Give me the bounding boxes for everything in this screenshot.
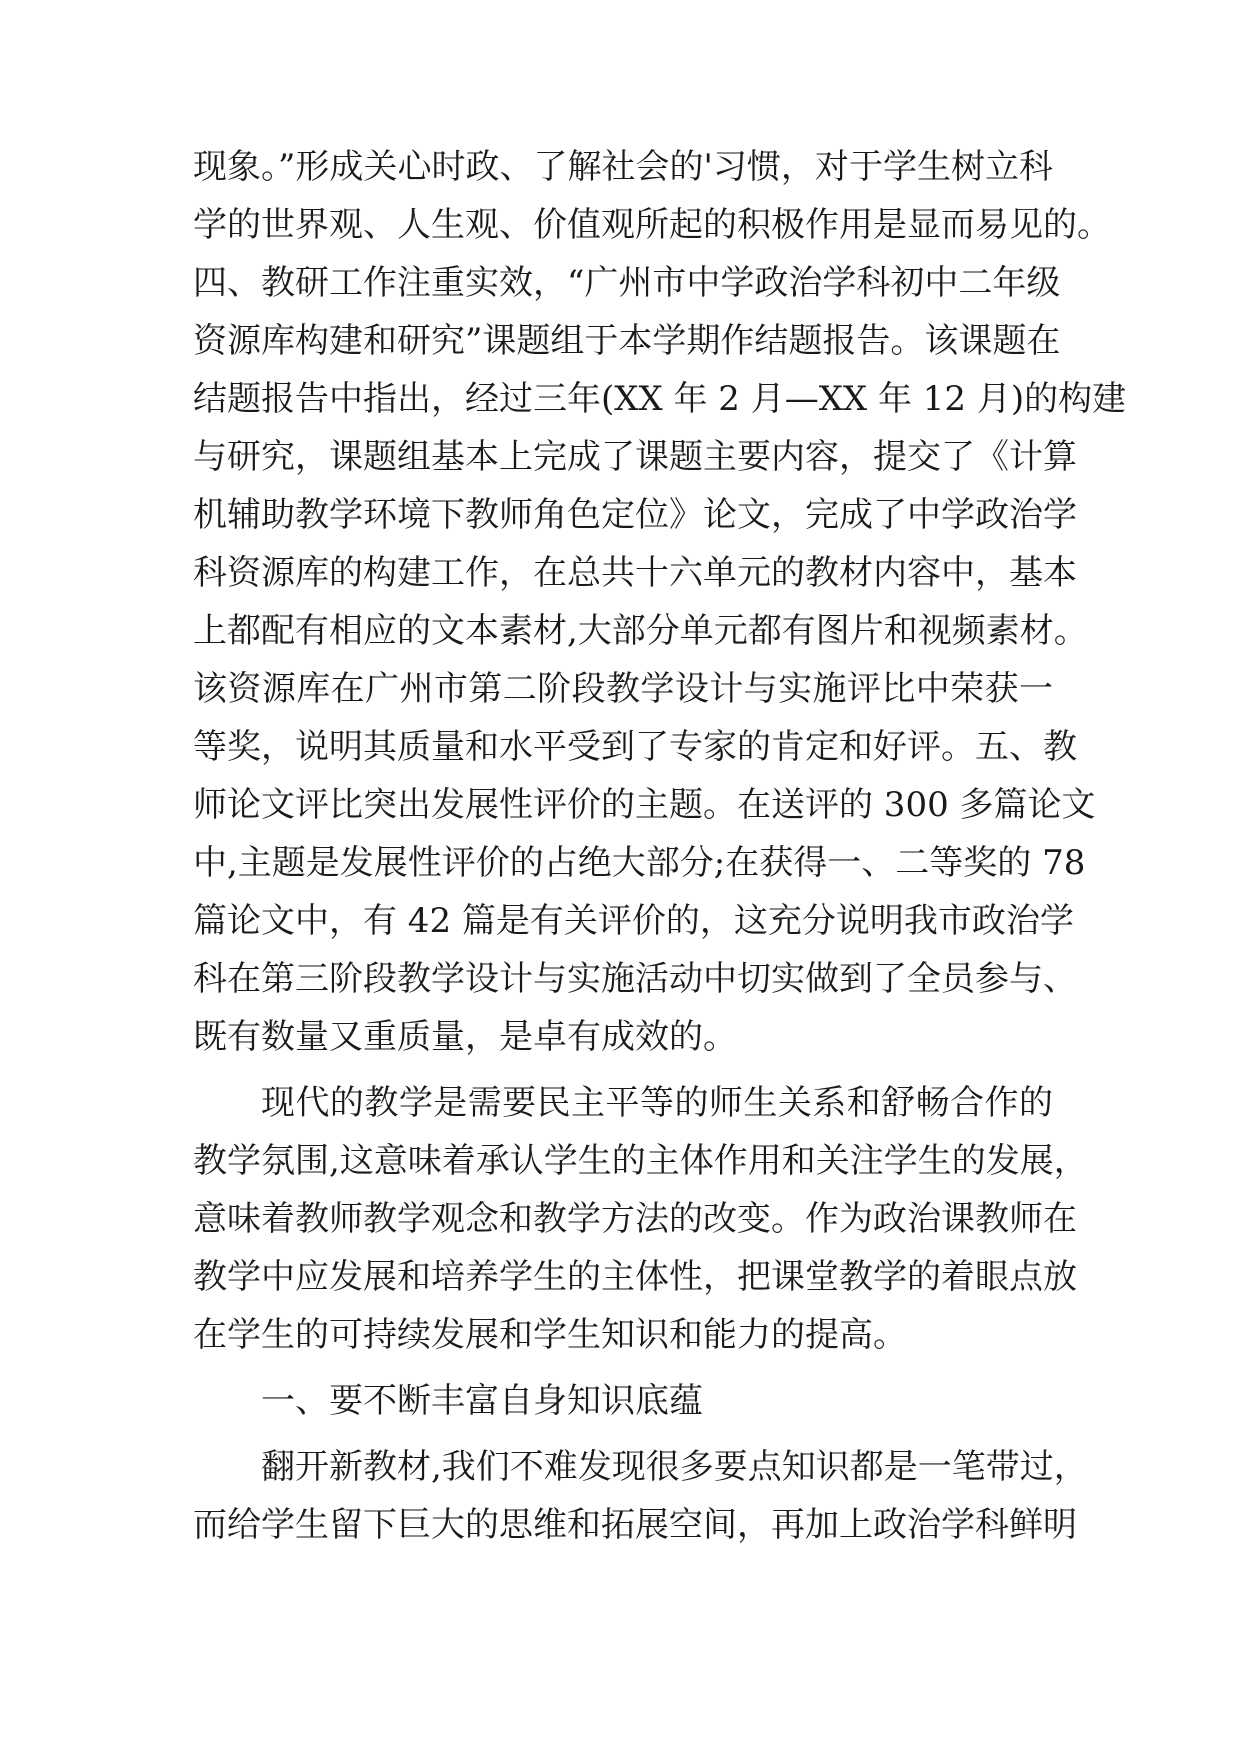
section-heading [193,1372,1053,1430]
text-line: 与研究，课题组基本上完成了课题主要内容，提交了《计算 [193,437,1077,477]
text-line: 学的世界观、人生观、价值观所起的积极作用是显而易见的。 [193,205,1111,245]
text-line: 该资源库在广州市第二阶段教学设计与实施评比中荣获一 [193,669,1053,709]
text-line: 教学中应发展和培养学生的主体性，把课堂教学的着眼点放 [193,1257,1077,1297]
text-line: 现象。”形成关心时政、了解社会的'习惯，对于学生树立科 [193,147,1053,187]
text-line: 科资源库的构建工作，在总共十六单元的教材内容中，基本 [193,553,1077,593]
text-line: 上都配有相应的文本素材,大部分单元都有图片和视频素材。 [193,611,1088,651]
text-line: 师论文评比突出发展性评价的主题。在送评的 300 多篇论文 [193,785,1096,825]
text-line: 结题报告中指出，经过三年(XX 年 2 月—XX 年 12 月)的构建 [193,379,1127,419]
text-line: 机辅助教学环境下教师角色定位》论文，完成了中学政治学 [193,495,1077,535]
text-line: 中,主题是发展性评价的占绝大部分;在获得一、二等奖的 78 [193,843,1086,883]
text-line: 篇论文中，有 42 篇是有关评价的，这充分说明我市政治学 [193,901,1074,941]
text-line: 资源库构建和研究”课题组于本学期作结题报告。该课题在 [193,321,1061,361]
text-line: 意味着教师教学观念和教学方法的改变。作为政治课教师在 [193,1199,1077,1239]
paragraph-3 [193,1438,1088,1554]
text-line: 教学氛围,这意味着承认学生的主体作用和关注学生的发展， [193,1141,1088,1181]
body-text [193,138,1127,1554]
paragraph-2 [193,1074,1088,1364]
text-line: 四、教研工作注重实效，“广州市中学政治学科初中二年级 [193,263,1061,303]
text-line: 既有数量又重质量，是卓有成效的。 [193,1017,737,1057]
text-line: 在学生的可持续发展和学生知识和能力的提高。 [193,1315,907,1355]
text-line: 而给学生留下巨大的思维和拓展空间，再加上政治学科鲜明 [193,1505,1077,1545]
text-line: 现代的教学是需要民主平等的师生关系和舒畅合作的 [261,1083,1053,1123]
paragraph-1 [193,138,1127,1066]
text-line: 翻开新教材,我们不难发现很多要点知识都是一笔带过， [261,1447,1088,1487]
text-line: 科在第三阶段教学设计与实施活动中切实做到了全员参与、 [193,959,1077,999]
heading-line: 一、要不断丰富自身知识底蕴 [261,1381,703,1421]
text-line: 等奖，说明其质量和水平受到了专家的肯定和好评。五、教 [193,727,1077,767]
